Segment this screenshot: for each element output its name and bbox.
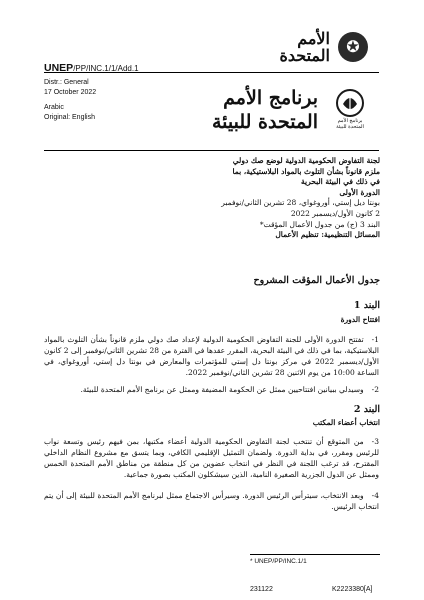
document-meta xyxy=(44,78,96,122)
venue-line2: 2 كانون الأول/ديسمبر 2022 xyxy=(290,208,380,218)
item-2-heading xyxy=(150,404,380,427)
item-1-title: افتتاح الدورة xyxy=(340,315,380,324)
job-date: 231122 xyxy=(250,586,273,593)
paragraph-1-number: 1- xyxy=(371,335,379,344)
paragraph-3-text: من المتوقع أن تنتخب لجنة التفاوض الحكومية الدولية أعضاء مكتبها، بمن فيهم رئيس وتسعة نواب للرئيس ومقرر، في بداية الدورة. ولضمان التمثيل الإقليمي الكافي، وبما يتسق مع مشروع النظام الداخلي المقترح، قد ترغب اللجنة في النظر في انتخاب عضوين من كل منطقة من مناطق الأمم المتحدة الخمس وممثل عن الدول الجزرية الصغيرة النامية، الذين سيشكلون المكتب بصورة جماعية. xyxy=(44,437,379,479)
symbol-prefix: UNEP xyxy=(44,62,74,74)
item-1-heading xyxy=(150,300,380,324)
item-1-number: البند 1 xyxy=(353,300,380,311)
symbol-rest: /PP/INC.1/1/Add.1 xyxy=(73,64,139,73)
footnote: * UNEP/PP/INC.1/1 xyxy=(250,558,307,565)
paragraph-1 xyxy=(44,334,379,378)
title-rule xyxy=(44,150,379,151)
committee-line1: لجنة التفاوض الحكومية الدولية لوضع صك دولي xyxy=(232,156,380,165)
un-emblem-icon: ✪ xyxy=(338,32,368,62)
committee-line2: ملزم قانوناً بشأن التلوث بالمواد البلاستيكية، بما xyxy=(232,166,380,176)
original-language: Original: English xyxy=(44,113,95,121)
item-2-number: البند 2 xyxy=(353,404,380,415)
unep-logo-caption-line1: برنامج الأمم xyxy=(337,118,363,124)
unep-logo-icon xyxy=(328,88,372,140)
un-name-line2: المتحدة xyxy=(279,46,330,65)
paragraph-4-number: 4- xyxy=(371,491,379,500)
paragraph-2-number: 2- xyxy=(371,385,379,394)
paragraph-1-text: تفتتح الدورة الأولى للجنة التفاوض الحكومية الدولية لإعداد صك دولي ملزم قانوناً بشأن التلوث بالمواد البلاستيكية، بما في ذلك في البيئة البحرية، المقرر عقدها في الفترة من 28 تشرين الثاني/نوفمبر إلى 2 كانون الأول/ديسمبر 2022 في مركز بونتا دل إستي للمؤتمرات والمعارض في بونتا دل إستي، أوروغواي، في الساعة 10:00 من يوم الاثنين 28 تشرين الثاني/نوفمبر 2022. xyxy=(44,335,379,377)
paragraph-4 xyxy=(44,490,379,512)
paragraph-4-text: وبعد الانتخاب، سيترأس الرئيس الدورة. وسيرأس الاجتماع ممثل لبرنامج الأمم المتحدة للبيئة إلى أن يتم انتخاب الرئيس. xyxy=(44,491,379,511)
unep-title-line2: المتحدة للبيئة xyxy=(211,111,318,133)
committee-line3: في ذلك في البيئة البحرية xyxy=(301,177,380,187)
unep-title-line1: برنامج الأمم xyxy=(223,87,318,109)
paragraph-3-number: 3- xyxy=(371,437,379,446)
agenda-reference: البند 3 (ج) من جدول الأعمال المؤقت* xyxy=(259,219,380,229)
language: Arabic xyxy=(44,104,64,111)
job-number: K2223380[A] xyxy=(332,586,373,593)
distribution: Distr.: General xyxy=(44,79,89,86)
unep-logo-caption-line2: المتحدة للبيئة xyxy=(336,123,364,130)
paragraph-3 xyxy=(44,436,379,480)
un-name xyxy=(272,30,330,64)
issue-date: 17 October 2022 xyxy=(44,88,97,96)
agenda-topic: المسائل التنظيمية: تنظيم الأعمال xyxy=(275,230,380,240)
unep-logo-caption xyxy=(328,119,372,130)
header-rule xyxy=(44,72,379,73)
venue-line1: بونتا ديل إستي، أوروغواي، 28 تشرين الثاني/نوفمبر xyxy=(221,198,380,208)
unep-title xyxy=(200,86,318,134)
paragraph-2 xyxy=(44,384,379,395)
paragraph-2-text: وسيدلي ببيانين افتتاحيين ممثل عن الحكومة المضيفة وممثل عن برنامج الأمم المتحدة للبيئة. xyxy=(80,385,364,394)
un-name-line1: الأمم xyxy=(297,29,330,48)
session-name: الدورة الأولى xyxy=(339,187,380,197)
item-2-title: انتخاب أعضاء المكتب xyxy=(312,418,380,427)
session-block xyxy=(160,156,380,241)
footnote-rule xyxy=(250,554,380,555)
unep-logo-graphic xyxy=(335,88,365,118)
main-title: جدول الأعمال المؤقت المشروح xyxy=(253,275,380,286)
